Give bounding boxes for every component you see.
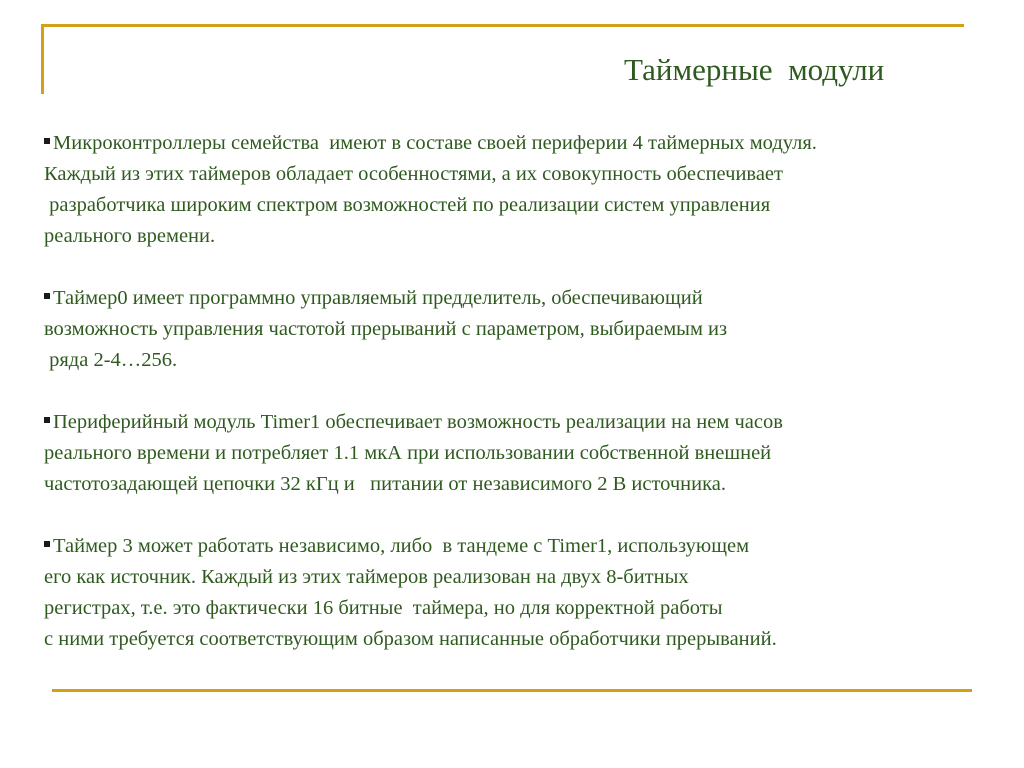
- text-line: частотозадающей цепочки 32 кГц и питании от независимого 2 В источника.: [44, 473, 726, 495]
- paragraph-2: [44, 283, 1004, 376]
- text-line: разработчика широким спектром возможностей по реализации систем управления: [44, 194, 771, 216]
- text-line: реального времени и потребляет 1.1 мкА при использовании собственной внешней: [44, 442, 772, 464]
- text-line: с ними требуется соответствующим образом написанные обработчики прерываний.: [44, 628, 777, 650]
- bottom-rule: [52, 689, 972, 692]
- text-line: Таймер 3 может работать независимо, либо в тандеме с Timer1, использующем: [44, 531, 1004, 562]
- paragraph-3: [44, 407, 1004, 500]
- square-bullet-icon: [44, 417, 50, 423]
- text-line: ряда 2-4…256.: [44, 349, 178, 371]
- square-bullet-icon: [44, 138, 50, 144]
- paragraph-4: [44, 531, 1004, 655]
- paragraph-1: [44, 128, 1004, 252]
- text-line: Таймер0 имеет программно управляемый предделитель, обеспечивающий: [44, 283, 1004, 314]
- text-line: Микроконтроллеры семейства имеют в составе своей периферии 4 таймерных модуля.: [44, 128, 1004, 159]
- slide-title: Таймерные модули: [624, 52, 885, 87]
- text-line: его как источник. Каждый из этих таймеров реализован на двух 8-битных: [44, 566, 689, 588]
- slide-body: [44, 128, 1004, 655]
- text-line: возможность управления частотой прерываний с параметром, выбираемым из: [44, 318, 728, 340]
- left-rule: [41, 24, 44, 94]
- square-bullet-icon: [44, 293, 50, 299]
- text-line: Каждый из этих таймеров обладает особенностями, а их совокупность обеспечивает: [44, 163, 783, 185]
- text-line: регистрах, т.е. это фактически 16 битные таймера, но для корректной работы: [44, 597, 723, 619]
- text-line: Периферийный модуль Timer1 обеспечивает возможность реализации на нем часов: [44, 407, 1004, 438]
- text-line: реального времени.: [44, 225, 216, 247]
- square-bullet-icon: [44, 541, 50, 547]
- top-rule: [41, 24, 964, 27]
